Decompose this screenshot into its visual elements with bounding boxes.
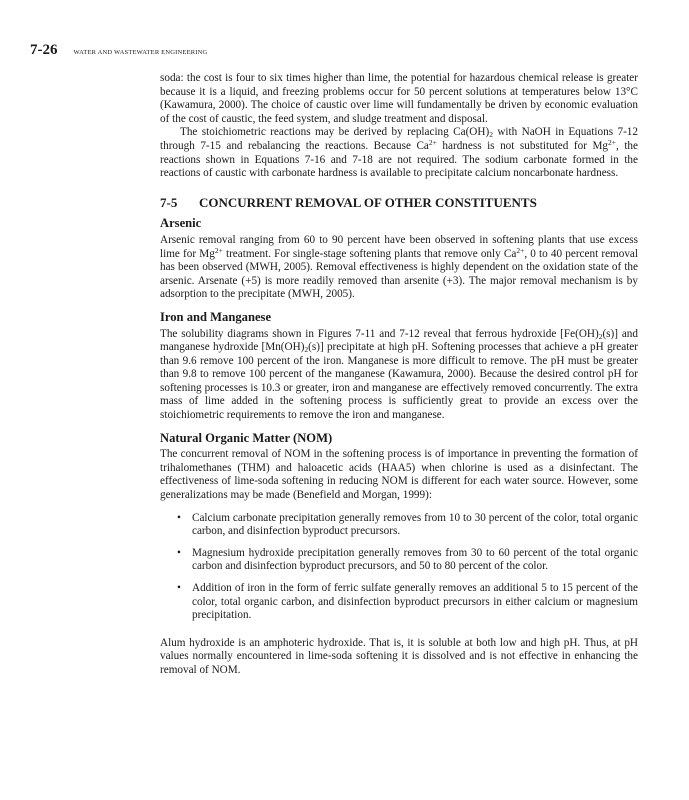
iron-manganese-heading: Iron and Manganese: [160, 309, 272, 324]
bullet-icon: •: [177, 582, 181, 594]
page-body: [160, 72, 638, 678]
nom-intro-paragraph: The concurrent removal of NOM in the softening process is of importance in preventing the formation of trihalomethanes (THM) and haloacetic acids (HAA5) when chlorine is used as a disinfectant. The effectiveness of lime-soda softening in reducing NOM is different for each water source. However, some generalizations may be made (Benefield and Morgan, 1999):: [160, 448, 638, 502]
list-item: • Addition of iron in the form of ferric sulfate generally removes an additional 5 to 15 percent of the color, total organic carbon, and disinfection byproduct precursors in either calcium or magnesium precipitation.: [177, 582, 638, 622]
intro-paragraph-1: soda: the cost is four to six times higher than lime, the potential for hazardous chemical release is greater because it is a liquid, and freezing problems occur for 50 percent solutions at temperatures below 13°C (Kawamura, 2000). The choice of caustic over lime will fundamentally be driven by economic evaluation of the cost of caustic, the feed system, and sludge treatment and disposal.: [160, 72, 638, 125]
intro-paragraph-2: The stoichiometric reactions may be derived by replacing $Ca(OH)_2$ with NaOH in Equations 7-12 through 7-15 and rebalancing the reactions. Because $Ca^{2+}$ hardness is not substituted for $Mg^{2+}$, the reactions shown in Equations 7-16 and 7-18 are not required. The sodium carbonate formed in the reactions of caustic with carbonate hardness is available to precipitate calcium noncarbonate hardness.: [160, 126, 638, 180]
section-number: 7-5: [160, 194, 178, 210]
iron-manganese-paragraph: The solubility diagrams shown in Figures 7-11 and 7-12 reveal that ferrous hydroxide $[Fe(OH)_2(s)]$ and manganese hydroxide $[Mn(OH)_2(s)]$ precipitate at high pH. Softening processes that achieve a pH greater than 9.6 remove 100 percent of the iron. Manganese is more difficult to remove. The pH must be greater than 9.8 to remove 100 percent of the manganese (Kawamura, 2000). Because the desired control pH for softening processes is 10.3 or greater, iron and manganese are effectively removed concurrently. The extra mass of lime added in the softening process is sufficiently great to provide an excess over the stoichiometric requirements to remove the iron and manganese.: [160, 327, 638, 422]
list-item: • Magnesium hydroxide precipitation generally removes from 30 to 60 percent of the total organic carbon and disinfection byproduct precursors, and 50 to 80 percent of the color.: [177, 546, 638, 573]
running-title: WATER AND WASTEWATER ENGINEERING: [73, 49, 208, 56]
bullet-icon: •: [177, 546, 181, 559]
arsenic-heading: Arsenic: [160, 216, 202, 231]
page-header: [30, 42, 207, 59]
page-number: 7-26: [30, 42, 58, 58]
section-heading: [160, 196, 638, 210]
section-title: CONCURRENT REMOVAL OF OTHER CONSTITUENTS: [199, 194, 537, 210]
nom-heading: Natural Organic Matter (NOM): [160, 430, 333, 445]
list-item: • Calcium carbonate precipitation generally removes from 10 to 30 percent of the color, total organic carbon, and disinfection byproduct precursors.: [177, 511, 638, 538]
nom-closing-paragraph: Alum hydroxide is an amphoteric hydroxide. That is, it is soluble at both low and high pH. Thus, at pH values normally encountered in lime-soda softening it is dissolved and is not effective in enhancing the removal of NOM.: [160, 636, 638, 676]
arsenic-paragraph: Arsenic removal ranging from 60 to 90 percent have been observed in softening plants that use excess lime for $Mg^{2+}$ treatment. For single-stage softening plants that remove only $Ca^{2+}$, 0 to 40 percent removal has been observed (MWH, 2005). Removal effectiveness is highly dependent on the oxidation state of the arsenic. Arsenate (+5) is more readily removed than arsenite (+3). The major removal mechanism is by adsorption to the precipitate (MWH, 2005).: [160, 233, 638, 301]
nom-bullet-list: [160, 512, 638, 623]
bullet-icon: •: [177, 511, 181, 524]
